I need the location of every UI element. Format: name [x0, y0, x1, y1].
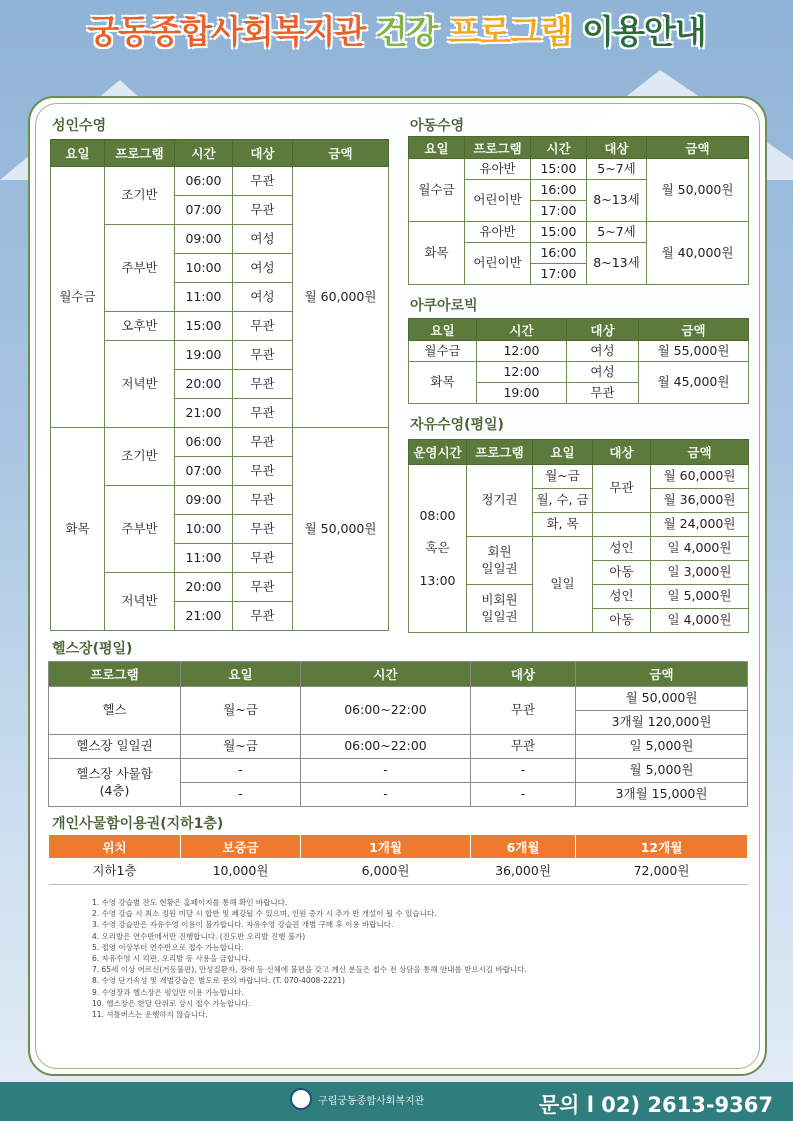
target-cell: 5~7세: [587, 159, 647, 180]
program-cell: 조기반: [105, 428, 175, 486]
hours-alt: 13:00: [419, 572, 456, 588]
header-time: 시간: [531, 137, 587, 159]
header-price: 금액: [639, 319, 749, 341]
price-cell: 일 3,000원: [651, 561, 749, 585]
target-cell: 여성: [233, 283, 293, 312]
day-cell: 화, 목: [533, 513, 593, 537]
program-cell: 조기반: [105, 167, 175, 225]
hours-or: 혹은: [425, 540, 450, 556]
day-cell: 월수금: [409, 341, 477, 362]
price-cell: 일 4,000원: [651, 537, 749, 561]
note-item: 11. 셔틀버스는 운행하지 않습니다.: [92, 1010, 208, 1020]
time-cell: 21:00: [175, 602, 233, 631]
header-target: 대상: [567, 319, 639, 341]
time-cell: 21:00: [175, 399, 233, 428]
header-target: 대상: [233, 140, 293, 167]
target-cell: 여성: [233, 225, 293, 254]
target-cell: 5~7세: [587, 222, 647, 243]
location-cell: 지하1층: [49, 859, 181, 885]
target-cell: 무관: [233, 602, 293, 631]
price-cell: 월 24,000원: [651, 513, 749, 537]
title-part-org: 궁동종합사회복지관: [87, 12, 366, 51]
price-cell: 3개월 120,000원: [576, 711, 748, 735]
title-part-guide: 이용안내: [582, 12, 706, 51]
price-cell: 일 4,000원: [651, 609, 749, 633]
time-cell: 19:00: [477, 383, 567, 404]
program-line: 회원: [487, 544, 512, 560]
price-cell: 월 45,000원: [639, 362, 749, 404]
target-cell: [593, 513, 651, 537]
target-cell: 무관: [233, 312, 293, 341]
price-cell: 월 5,000원: [576, 759, 748, 783]
price-cell: 3개월 15,000원: [576, 783, 748, 807]
header-target: 대상: [587, 137, 647, 159]
header-day: 요일: [533, 440, 593, 465]
program-cell: [49, 759, 181, 807]
header-day: 요일: [181, 662, 301, 687]
header-program: 프로그램: [465, 137, 531, 159]
time-cell: 12:00: [477, 362, 567, 383]
target-cell: -: [471, 783, 576, 807]
header-12month: 12개월: [576, 835, 748, 859]
header-deposit: 보증금: [181, 835, 301, 859]
target-cell: 무관: [233, 515, 293, 544]
target-cell: 무관: [233, 167, 293, 196]
locker-title: 개인사물함이용권(지하1층): [52, 816, 224, 832]
adult-swim-title: 성인수영: [52, 118, 107, 134]
locker-table: [48, 834, 748, 885]
day-cell: 월~금: [181, 735, 301, 759]
time-cell: 07:00: [175, 196, 233, 225]
target-cell: 무관: [567, 383, 639, 404]
price-cell: 월 36,000원: [651, 489, 749, 513]
target-cell: 무관: [233, 341, 293, 370]
program-cell: 유아반: [465, 222, 531, 243]
program-cell: 주부반: [105, 486, 175, 573]
header-time: 시간: [175, 140, 233, 167]
target-cell: 8~13세: [587, 180, 647, 222]
day-cell: 일일: [533, 537, 593, 633]
day-cell: 월~금: [181, 687, 301, 735]
time-cell: 12:00: [477, 341, 567, 362]
program-cell: 유아반: [465, 159, 531, 180]
target-cell: 여성: [233, 254, 293, 283]
time-cell: 15:00: [531, 222, 587, 243]
time-cell: 15:00: [175, 312, 233, 341]
price-cell: 월 60,000원: [651, 465, 749, 489]
note-item: 5. 접영 이상부터 연수반으로 접수 가능합니다.: [92, 942, 244, 952]
price-cell: 월 50,000원: [647, 159, 749, 222]
target-cell: 무관: [233, 428, 293, 457]
day-cell: 화목: [409, 362, 477, 404]
day-cell: 화목: [51, 428, 105, 631]
target-cell: -: [471, 759, 576, 783]
gym-table: [48, 661, 748, 807]
note-item: 2. 수영 강습 시 최소 정원 미달 시 합반 및 폐강될 수 있으며, 인원 증가 시 추가 반 개설이 될 수 있습니다.: [92, 909, 437, 919]
target-cell: 아동: [593, 609, 651, 633]
time-cell: 20:00: [175, 573, 233, 602]
time-cell: 09:00: [175, 486, 233, 515]
time-cell: -: [301, 759, 471, 783]
header-price: 금액: [576, 662, 748, 687]
day-cell: 화목: [409, 222, 465, 285]
program-cell: 주부반: [105, 225, 175, 312]
time-cell: 10:00: [175, 515, 233, 544]
time-cell: 11:00: [175, 283, 233, 312]
time-cell: 16:00: [531, 243, 587, 264]
target-cell: 무관: [233, 399, 293, 428]
program-line: 헬스장 사물함: [76, 766, 153, 782]
price-cell: 일 5,000원: [651, 585, 749, 609]
header-program: 프로그램: [467, 440, 533, 465]
gym-title: 헬스장(평일): [52, 641, 133, 657]
price-cell: 월 50,000원: [576, 687, 748, 711]
program-line: 비회원: [481, 592, 518, 608]
header-6month: 6개월: [471, 835, 576, 859]
header-price: 금액: [647, 137, 749, 159]
aqua-table: [408, 318, 749, 404]
program-cell: 정기권: [467, 465, 533, 537]
time-cell: 06:00: [175, 167, 233, 196]
note-item: 7. 65세 이상 어르신(거동불편), 만성질환자, 장애 등 신체에 불편을 갖고 계신 분들은 접수 전 상담을 통해 안내를 받으시길 바랍니다.: [92, 965, 527, 975]
free-swim-title: 자유수영(평일): [410, 417, 504, 433]
header-hours: 운영시간: [409, 440, 467, 465]
deposit-cell: 10,000원: [181, 859, 301, 885]
header-location: 위치: [49, 835, 181, 859]
program-cell: 어린이반: [465, 180, 531, 222]
program-cell: 저녁반: [105, 573, 175, 631]
program-cell: [467, 585, 533, 633]
header-day: 요일: [409, 137, 465, 159]
target-cell: 무관: [233, 544, 293, 573]
time-cell: 16:00: [531, 180, 587, 201]
note-item: 10. 헬스장은 한달 단위로 상시 접수 가능합니다.: [92, 998, 252, 1008]
time-cell: 20:00: [175, 370, 233, 399]
hours-cell: [409, 465, 467, 633]
program-cell: 어린이반: [465, 243, 531, 285]
price-6month-cell: 36,000원: [471, 859, 576, 885]
day-cell: -: [181, 759, 301, 783]
target-cell: 여성: [567, 341, 639, 362]
program-cell: 헬스: [49, 687, 181, 735]
note-item: 4. 오리발은 연수반에서만 진행합니다. (진도반 오리발 진행 불가): [92, 931, 306, 941]
target-cell: 무관: [233, 486, 293, 515]
target-cell: 8~13세: [587, 243, 647, 285]
target-cell: 무관: [233, 457, 293, 486]
footer-bar: [0, 1082, 793, 1121]
time-cell: -: [301, 783, 471, 807]
target-cell: 성인: [593, 537, 651, 561]
poster-title: [0, 6, 793, 53]
price-cell: 월 40,000원: [647, 222, 749, 285]
notes-list: [92, 897, 652, 1020]
target-cell: 무관: [471, 687, 576, 735]
time-cell: 15:00: [531, 159, 587, 180]
note-item: 8. 수영 단기속성 및 개별강습은 별도로 문의 바랍니다. (T. 070-4008-2221): [92, 976, 345, 986]
header-target: 대상: [471, 662, 576, 687]
target-cell: 무관: [233, 370, 293, 399]
day-cell: -: [181, 783, 301, 807]
header-program: 프로그램: [105, 140, 175, 167]
header-price: 금액: [293, 140, 389, 167]
org-seal-icon: [290, 1088, 312, 1110]
time-cell: 09:00: [175, 225, 233, 254]
time-cell: 10:00: [175, 254, 233, 283]
program-line: (4층): [99, 782, 130, 798]
header-target: 대상: [593, 440, 651, 465]
program-line: 일일권: [481, 608, 518, 624]
kid-swim-table: [408, 136, 749, 285]
program-cell: 저녁반: [105, 341, 175, 428]
note-item: 1. 수영 강습별 잔도 현황은 홈페이지를 통해 확인 바랍니다.: [92, 898, 288, 907]
target-cell: 여성: [567, 362, 639, 383]
header-day: 요일: [51, 140, 105, 167]
price-cell: 월 50,000원: [293, 428, 389, 631]
program-cell: 오후반: [105, 312, 175, 341]
free-swim-table: [408, 439, 749, 633]
time-cell: 06:00~22:00: [301, 735, 471, 759]
program-cell: 헬스장 일일권: [49, 735, 181, 759]
program-line: 일일권: [481, 560, 518, 576]
adult-swim-table: [50, 139, 389, 631]
target-cell: 무관: [593, 465, 651, 513]
title-part-health: 건강: [375, 12, 438, 51]
time-cell: 17:00: [531, 264, 587, 285]
header-price: 금액: [651, 440, 749, 465]
target-cell: 무관: [233, 573, 293, 602]
price-12month-cell: 72,000원: [576, 859, 748, 885]
time-cell: 06:00~22:00: [301, 687, 471, 735]
price-cell: 일 5,000원: [576, 735, 748, 759]
time-cell: 07:00: [175, 457, 233, 486]
time-cell: 19:00: [175, 341, 233, 370]
note-item: 6. 자유수영 시 킥판, 오리발 등 사용을 금합니다.: [92, 954, 252, 964]
day-cell: 월, 수, 금: [533, 489, 593, 513]
day-cell: 월수금: [51, 167, 105, 428]
aqua-title: 아쿠아로빅: [410, 298, 478, 314]
contact-phone: 문의 l 02) 2613-9367: [538, 1093, 773, 1117]
price-cell: 월 55,000원: [639, 341, 749, 362]
kid-swim-title: 아동수영: [410, 118, 465, 134]
program-cell: [467, 537, 533, 585]
day-cell: 월수금: [409, 159, 465, 222]
header-1month: 1개월: [301, 835, 471, 859]
time-cell: 11:00: [175, 544, 233, 573]
time-cell: 17:00: [531, 201, 587, 222]
target-cell: 무관: [471, 735, 576, 759]
price-cell: 월 60,000원: [293, 167, 389, 428]
target-cell: 아동: [593, 561, 651, 585]
hours-start: 08:00: [419, 507, 456, 523]
target-cell: 성인: [593, 585, 651, 609]
time-cell: 06:00: [175, 428, 233, 457]
title-part-program: 프로그램: [448, 12, 572, 51]
org-logo: [290, 1088, 424, 1110]
org-name: 구립궁동종합사회복지관: [318, 1095, 425, 1107]
target-cell: 무관: [233, 196, 293, 225]
header-time: 시간: [477, 319, 567, 341]
header-day: 요일: [409, 319, 477, 341]
price-1month-cell: 6,000원: [301, 859, 471, 885]
header-time: 시간: [301, 662, 471, 687]
note-item: 3. 수영 강습반은 자유수영 이용이 불가합니다. 자유수영 강습권 개별 구매 후 이용 바랍니다.: [92, 920, 394, 930]
day-cell: 월~금: [533, 465, 593, 489]
header-program: 프로그램: [49, 662, 181, 687]
note-item: 9. 수영장과 헬스장은 평일만 이용 가능합니다.: [92, 987, 244, 997]
